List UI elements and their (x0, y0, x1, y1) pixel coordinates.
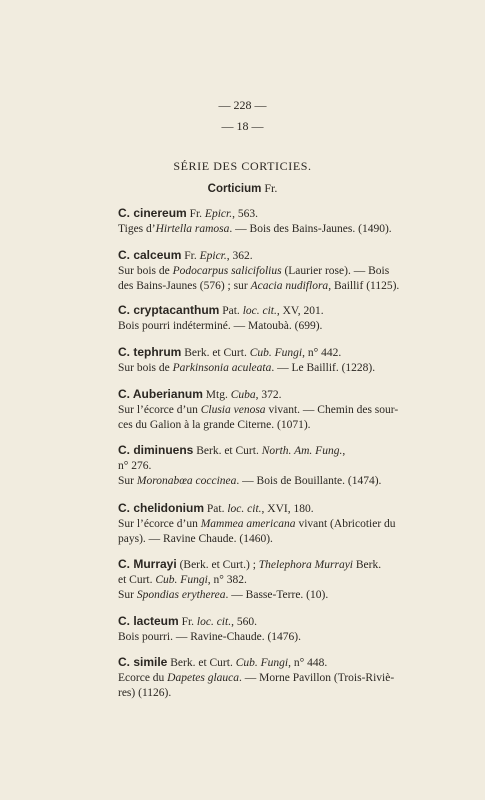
species-entry: C. chelidonium Pat. loc. cit., XVI, 180. Sur l’écorce d’un Mammea americana vivant (Abricotier du pays). — Ravine Chaude. (1460). (118, 501, 396, 545)
species-entry: C. tephrum Berk. et Curt. Cub. Fungi, n° 442. Sur bois de Parkinsonia aculeata. — Le Baillif. (1228). (118, 345, 376, 374)
species-entry: C. Auberianum Mtg. Cuba, 372. Sur l’écorce d’un Clusia venosa vivant. — Chemin des sour- ces du Galion à la grande Citerne. (1071). (118, 387, 399, 431)
species-name: C. simile (118, 655, 168, 669)
page-number-original: — 228 — (218, 98, 267, 112)
species-entry: C. cinereum Fr. Epicr., 563. Tiges d’Hirtella ramosa. — Bois des Bains-Jaunes. (1490). (118, 206, 392, 235)
series-title: SÉRIE DES CORTICIES. (173, 159, 312, 173)
species-name: C. Auberianum (118, 387, 203, 401)
species-entry: C. simile Berk. et Curt. Cub. Fungi, n° 448. Ecorce du Dapetes glauca. — Morne Pavillon (Trois-Riviè- res) (1126). (118, 655, 395, 699)
species-name: C. calceum (118, 248, 182, 262)
species-name: C. cinereum (118, 206, 187, 220)
species-entry: C. diminuens Berk. et Curt. North. Am. Fung., n° 276. Sur Moronabœa coccinea. — Bois de Bouillante. (1474). (118, 443, 382, 487)
species-entry: C. lacteum Fr. loc. cit., 560. Bois pourri. — Ravine-Chaude. (1476). (118, 614, 302, 643)
species-name: C. tephrum (118, 345, 182, 359)
species-name: C. Murrayi (118, 557, 177, 571)
species-entry: C. calceum Fr. Epicr., 362. Sur bois de Podocarpus salicifolius (Laurier rose). — Bois des Bains-Jaunes (576) ; sur Acacia nudiflora, Baillif (1125). (118, 248, 400, 292)
species-name: C. lacteum (118, 614, 179, 628)
species-name: C. diminuens (118, 443, 194, 457)
genus-name: Corticium (207, 183, 262, 195)
genus-heading (0, 181, 485, 196)
species-name: C. chelidonium (118, 501, 205, 515)
species-name: C. cryptacanthum (118, 303, 220, 317)
species-entry: C. Murrayi (Berk. et Curt.) ; Thelephora Murrayi Berk. et Curt. Cub. Fungi, n° 382. Sur Spondias erytherea. — Basse-Terre. (10). (118, 557, 382, 601)
page-number-offprint: — 18 — (221, 119, 264, 133)
species-entry: C. cryptacanthum Pat. loc. cit., XV, 201. Bois pourri indéterminé. — Matoubà. (699). (118, 303, 324, 332)
genus-author: Fr. (264, 181, 278, 195)
